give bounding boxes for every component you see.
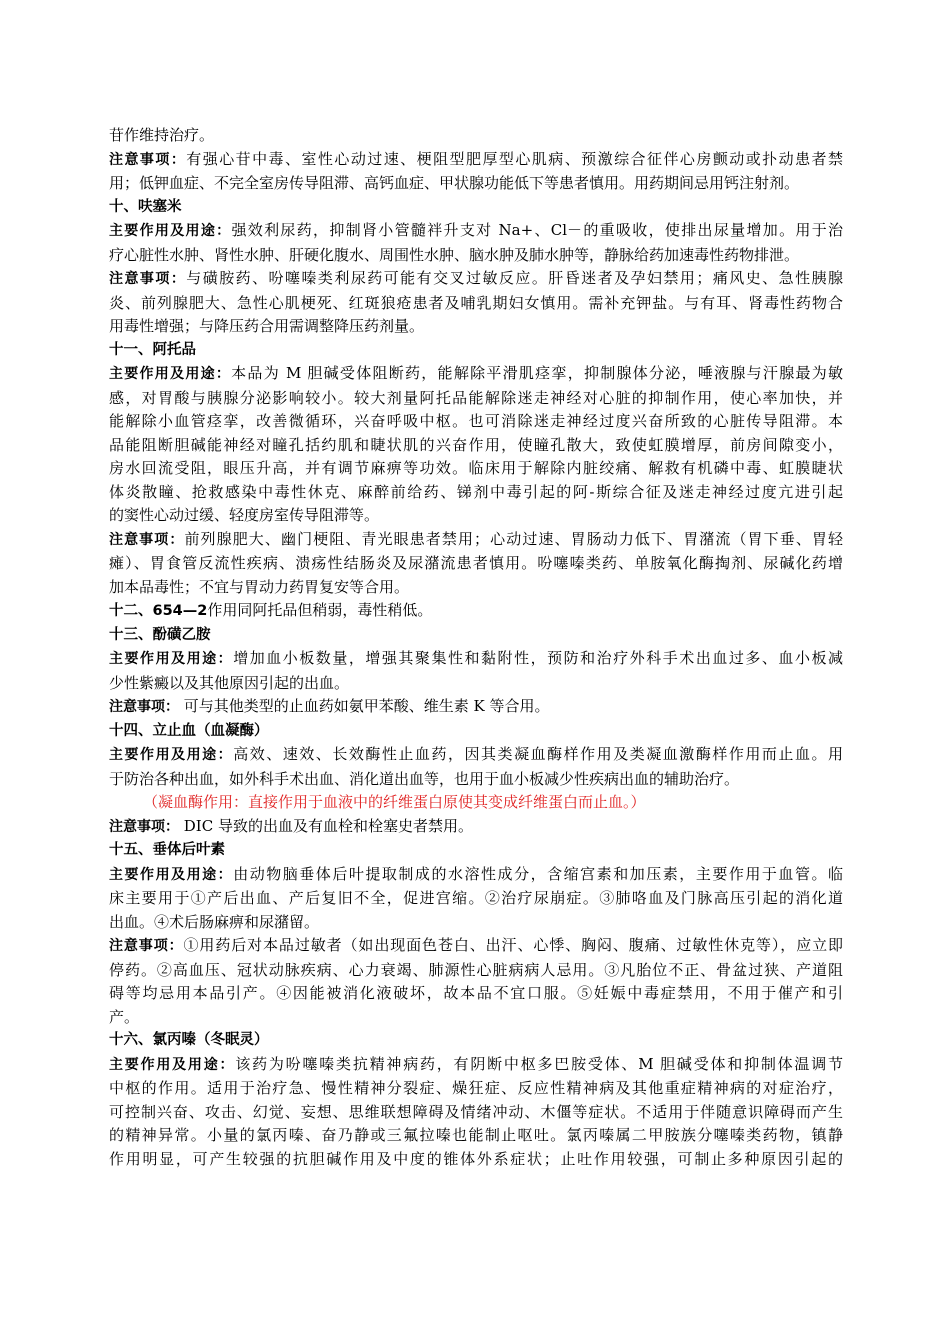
caution-label: 注意事项：: [109, 151, 187, 168]
section-heading: 十二、654—2: [109, 603, 208, 619]
usage-label: 主要作用及用途：: [109, 1056, 236, 1073]
caution-label: 注意事项：: [109, 938, 184, 954]
paragraph-line: 主要作用及用途：该药为吩噻嗪类抗精神病药，有阴断中枢多巴胺受体、M 胆碱受体和抑制体温调节: [109, 1054, 843, 1073]
caution-label: 注意事项：: [109, 818, 179, 835]
paragraph-line: 的窦性心动过缓、轻度房室传导阻滞等。: [109, 506, 380, 524]
paragraph-line: 出血。④术后肠麻痹和尿潴留。: [109, 912, 320, 931]
caution-label: 注意事项：: [109, 531, 185, 548]
section-heading-inline: [109, 599, 843, 624]
section-heading: 十三、酚磺乙胺: [109, 626, 211, 643]
usage-paragraph: [109, 743, 843, 791]
paragraph-line: 停药。②高血压、冠状动脉疾病、心力衰竭、肺源性心脏病病人忌用。③凡胎位不正、骨盆过狭、产道阻: [109, 960, 843, 979]
paragraph-line: 疗心脏性水肿、肾性水肿、肝硬化腹水、周围性水肿、脑水肿及肺水肿等，静脉给药加速毒性药物排泄。: [109, 245, 800, 264]
caution-paragraph: [109, 148, 843, 196]
section-heading: 十四、立止血（血凝酶）: [109, 722, 269, 739]
paragraph-line: 加本品毒性；不宜与胃动力药胃复安等合用。: [109, 577, 410, 596]
caution-paragraph: [109, 267, 843, 339]
section-heading-text: 作用同阿托品但稍弱，毒性稍低。: [207, 601, 433, 619]
usage-paragraph: [109, 863, 843, 935]
usage-paragraph: [109, 647, 843, 695]
paragraph-line: 注意事项：①用药后对本品过敏者（如出现面色苍白、出汗、心悸、胸闷、腹痛、过敏性休克等），应立即: [109, 936, 843, 954]
paragraph-line: 中枢的作用。适用于治疗急、慢性精神分裂症、燥狂症、反应性精神病及其他重症精神病的对症治疗，: [109, 1079, 843, 1097]
paragraph-line: 主要作用及用途：由动物脑垂体后叶提取制成的水溶性成分，含缩宫素和加压素，主要作用于血管。临: [109, 864, 843, 883]
caution-label: 注意事项：: [109, 271, 187, 287]
caution-paragraph: [109, 934, 843, 1029]
highlight-note: （凝血酶作用：直接作用于血液中的纤维蛋白原使其变成纤维蛋白而止血。）: [143, 793, 646, 811]
usage-label: 主要作用及用途：: [109, 651, 234, 667]
paragraph-line: 用毒性增强；与降压药合用需调整降压药剂量。: [109, 317, 425, 335]
usage-paragraph: [109, 1053, 843, 1172]
usage-label: 主要作用及用途：: [109, 366, 232, 382]
paragraph-line: 注意事项： 可与其他类型的止血药如氨甲苯酸、维生素 K 等合用。: [109, 697, 550, 715]
paragraph-line: 产。: [109, 1007, 140, 1026]
section-heading: 十五、垂体后叶素: [109, 842, 225, 858]
paragraph-line: 于防治各种出血，如外科手术出血、消化道出血等，也用于血小板减少性疾病出血的辅助治疗。: [109, 769, 740, 788]
paragraph-line: 品能阻断胆碱能神经对瞳孔括约肌和睫状肌的兴奋作用，使瞳孔散大，致使虹膜增厚，前房间隙变小，: [109, 435, 843, 454]
paragraph-line: 瘫）、胃食管反流性疾病、溃疡性结肠炎及尿潴流患者慎用。吩噻嗪类药、单胺氧化酶掏剂、尿碱化药增: [109, 554, 843, 572]
paragraph-line: 注意事项：前列腺肥大、幽门梗阻、青光眼患者禁用；心动过速、胃肠动力低下、胃潴流（胃下垂、胃轻: [109, 529, 843, 548]
paragraph-line: 苷作维持治疗。: [109, 126, 215, 144]
paragraph-line: 的精神异常。小量的氯丙嗪、奋乃静或三氟拉嗪也能制止呕吐。氯丙嗪属二甲胺族分噻嗪类药物，镇静: [109, 1126, 843, 1144]
paragraph-line: 作用明显，可产生较强的抗胆碱作用及中度的锥体外系症状；止吐作用较强，可制止多种原因引起的: [109, 1149, 843, 1168]
caution-paragraph: [109, 528, 843, 600]
paragraph-line: 炎、前列腺肥大、急性心肌梗死、红斑狼疮患者及哺乳期妇女慎用。需补充钾盐。与有耳、肾毒性药物合: [109, 293, 843, 312]
paragraph-line: 主要作用及用途：本品为 M 胆碱受体阻断药，能解除平滑肌痉挛，抑制腺体分泌，唾液腺与汗腺最为敏: [109, 364, 843, 382]
paragraph-line: 床主要用于①产后出血、产后复旧不全，促进宫缩。②治疗尿崩症。③肺咯血及门脉高压引起的消化道: [109, 889, 843, 907]
caution-label: 注意事项：: [109, 699, 179, 715]
paragraph-line: 碍等均忌用本品引产。④因能被消化液破坏，故本品不宜口服。⑤妊娠中毒症禁用，不用于催产和引: [109, 984, 843, 1002]
usage-label: 主要作用及用途：: [109, 223, 232, 239]
paragraph-line: 可控制兴奋、攻击、幻觉、妄想、思维联想障碍及情绪冲动、木僵等症状。不适用于伴随意识障碍而产生: [109, 1102, 843, 1121]
paragraph-line: 房水回流受阻，眼压升高，并有调节麻痹等功效。临床用于解除内脏绞痛、解救有机磷中毒、虹膜睫状: [109, 459, 843, 477]
paragraph-line: 能解除小血管痉挛，改善微循环，兴奋呼吸中枢。也可消除迷走神经过度兴奋所致的心脏传导阻滞。本: [109, 412, 843, 430]
caution-paragraph: [109, 815, 843, 840]
paragraph-line: 用；低钾血症、不完全室房传导阻滞、高钙血症、甲状腺功能低下等患者慎用。用药期间忌用钙注射剂。: [109, 174, 800, 192]
caution-paragraph: [109, 695, 843, 720]
usage-label: 主要作用及用途：: [109, 747, 234, 763]
document-page: [109, 124, 843, 1171]
section-heading: 十一、阿托品: [109, 341, 196, 358]
paragraph-line: 少性紫癜以及其他原因引起的出血。: [109, 673, 350, 692]
usage-paragraph: [109, 219, 843, 267]
usage-paragraph: [109, 362, 843, 528]
paragraph-line: 感，对胃酸与胰腺分泌影响较小。较大剂量阿托品能解除迷走神经对心脏的抑制作用，使心率加快，并: [109, 388, 843, 407]
paragraph-line: 主要作用及用途：高效、速效、长效酶性止血药，因其类凝血酶样作用及类凝血激酶样作用而止血。用: [109, 745, 843, 763]
paragraph-line: 体炎散瞳、抢救感染中毒性休克、麻醉前给药、锑剂中毒引起的阿-斯综合征及迷走神经过度亢进引起: [109, 482, 843, 501]
paragraph-line: 注意事项：与磺胺药、吩噻嗪类利尿药可能有交叉过敏反应。肝昏迷者及孕妇禁用；痛风史、急性胰腺: [109, 269, 843, 287]
paragraph-line: 注意事项：有强心苷中毒、室性心动过速、梗阻型肥厚型心肌病、预激综合征伴心房颤动或扑动患者禁: [109, 149, 843, 168]
section-heading: 十六、氯丙嗪（冬眠灵）: [109, 1032, 269, 1048]
paragraph-line: 主要作用及用途：增加血小板数量，增强其聚集性和黏附性，预防和治疗外科手术出血过多、血小板减: [109, 649, 843, 667]
usage-label: 主要作用及用途：: [109, 866, 234, 883]
paragraph-line: 注意事项： DIC 导致的出血及有血栓和栓塞史者禁用。: [109, 816, 473, 835]
section-heading: 十、呋塞米: [109, 198, 182, 215]
paragraph-line: 主要作用及用途：强效利尿药，抑制肾小管髓袢升支对 Na+、Cl－的重吸收，使排出尿量增加。用于治: [109, 221, 843, 239]
